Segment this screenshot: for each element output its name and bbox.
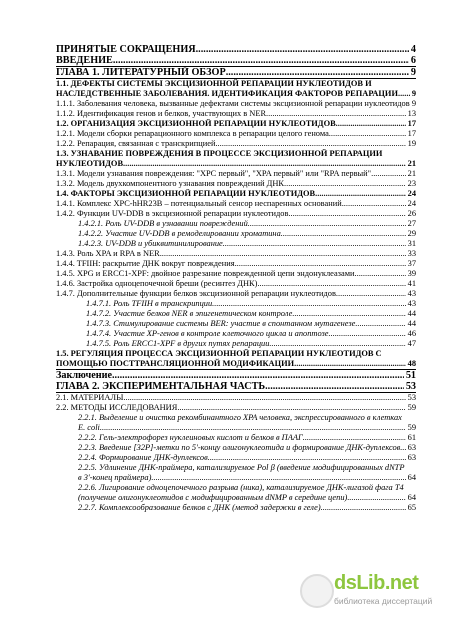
toc-entry-page: 31 bbox=[407, 239, 416, 248]
toc-entry-page: 17 bbox=[407, 129, 416, 138]
toc-entry-title: 1.4.6. Застройка одноцепочечной бреши (ресинтез ДНК) ..... bbox=[56, 279, 406, 289]
toc-entry-page: 53 bbox=[405, 381, 416, 392]
toc-entry-page: 9 bbox=[411, 99, 416, 108]
toc-entry-title: 1.1. ДЕФЕКТЫ СИСТЕМЫ ЭКСЦИЗИОННОЙ РЕПАРАЦИИ НУКЛЕОТИДОВ И НАСЛЕДСТВЕННЫЕ ЗАБОЛЕВАНИЯ. ИДЕНТИФИКАЦИЯ ФАКТОРОВ РЕПАРАЦИИ. ..... bbox=[56, 79, 410, 99]
toc-entry-title: 2.2.6. Лигирование одноцепочечного разрыва (ника), катализируемое ДНК-лигазой фага T4 (получение олигонуклеотидов с модифицированным dNMP в середине цепи) ..... bbox=[56, 483, 406, 503]
toc-entry-title: 1.4.2. Функции UV-DDB в эксцизионной репарации нуклеотидов ..... bbox=[56, 209, 406, 219]
toc-entry-title: 1.4.7.5. Роль ERCC1-XPF в других путях репарации ..... bbox=[56, 339, 406, 349]
toc-entry-page: 6 bbox=[410, 55, 416, 66]
toc-entry bbox=[56, 109, 416, 119]
toc-entry-title: ГЛАВА 1. ЛИТЕРАТУРНЫЙ ОБЗОР ..... bbox=[56, 67, 409, 78]
watermark-subtitle: библиотека диссертаций bbox=[334, 596, 433, 606]
toc-entry-page: 24 bbox=[407, 189, 416, 198]
toc-entry-title: 1.4.4. TFIIH: раскрытие ДНК вокруг повреждения ..... bbox=[56, 259, 406, 269]
toc-entry-page: 53 bbox=[407, 393, 416, 402]
toc-entry-title: ПРИНЯТЫЕ СОКРАЩЕНИЯ ..... bbox=[56, 44, 409, 55]
toc-entry-page: 44 bbox=[407, 309, 416, 318]
toc-entry-title: 1.4.2.3. UV-DDB и убиквитинилирование ..... bbox=[56, 239, 406, 249]
toc-entry-title: 1.4.7.4. Участие XP-генов в контроле клеточного цикла и апоптозе ..... bbox=[56, 329, 406, 339]
toc-entry-title: 1.4.5. XPG и ERCC1-XPF: двойное разрезание поврежденной цепи эндонуклеазами ..... bbox=[56, 269, 406, 279]
toc-entry bbox=[56, 119, 416, 129]
toc-entry-page: 44 bbox=[407, 319, 416, 328]
toc-entry-page: 48 bbox=[407, 359, 416, 368]
toc-entry bbox=[56, 129, 416, 139]
toc-entry-page: 27 bbox=[407, 219, 416, 228]
toc-entry-page: 59 bbox=[407, 403, 416, 412]
toc-entry-page: 37 bbox=[407, 259, 416, 268]
toc-entry-page: 63 bbox=[407, 453, 416, 462]
toc-entry bbox=[56, 169, 416, 179]
toc-entry bbox=[56, 219, 416, 229]
toc-entry bbox=[56, 67, 416, 79]
toc-entry-title: 2.2.3. Введение [32P]-метки по 5'-концу олигонуклеотида и формирование ДНК-дуплексов ..... bbox=[56, 443, 406, 453]
toc-entry bbox=[56, 503, 416, 513]
watermark-logo bbox=[300, 572, 440, 612]
toc-entry bbox=[56, 44, 416, 55]
toc-entry-page: 61 bbox=[407, 433, 416, 442]
toc-entry-page: 9 bbox=[411, 89, 416, 98]
toc-entry-page: 4 bbox=[410, 44, 416, 55]
toc-entry bbox=[56, 483, 416, 503]
toc-entry-title: 1.4.7.2. Участие белков NER в эпигенетическом контроле ..... bbox=[56, 309, 406, 319]
toc-entry bbox=[56, 269, 416, 279]
toc-entry-title: 2.2. МЕТОДЫ ИССЛЕДОВАНИЯ ..... bbox=[56, 403, 406, 413]
toc-entry-page: 46 bbox=[407, 329, 416, 338]
toc-entry-title: 1.3.1. Модели узнавания повреждения: "XPC первый", "XPA первый" или "RPA первый" ..... bbox=[56, 169, 406, 179]
toc-entry-title: 1.4. ФАКТОРЫ ЭКСЦИЗИОННОЙ РЕПАРАЦИИ НУКЛЕОТИДОВ ..... bbox=[56, 189, 406, 199]
toc-entry-page: 43 bbox=[407, 299, 416, 308]
toc-entry-title: 2.2.5. Удлинение ДНК-праймера, катализируемое Pol β (введение модифицированных dNTP в 3'-конец праймера) ..... bbox=[56, 463, 406, 483]
toc-entry-page: 41 bbox=[407, 279, 416, 288]
toc-entry bbox=[56, 299, 416, 309]
toc-entry bbox=[56, 339, 416, 349]
toc-entry bbox=[56, 229, 416, 239]
toc-entry-title: 1.3.2. Модель двухкомпонентного узнавания повреждений ДНК ..... bbox=[56, 179, 406, 189]
toc-entry-page: 23 bbox=[407, 179, 416, 188]
toc-entry bbox=[56, 319, 416, 329]
toc-entry-page: 47 bbox=[407, 339, 416, 348]
toc-entry-page: 9 bbox=[410, 67, 416, 78]
table-of-contents bbox=[56, 44, 416, 513]
toc-entry-title: 1.4.7. Дополнительные функции белков эксцизионной репарации нуклеотидов ..... bbox=[56, 289, 406, 299]
toc-entry bbox=[56, 349, 416, 370]
toc-entry bbox=[56, 199, 416, 209]
toc-entry-title: 2.2.7. Комплексообразование белков с ДНК (метод задержки в геле) ..... bbox=[56, 503, 406, 513]
toc-entry-title: 1.1.1. Заболевания человека, вызванные дефектами системы эксцизионной репарации нуклеотидов ..... bbox=[56, 99, 410, 109]
toc-entry bbox=[56, 209, 416, 219]
toc-entry-title: 1.4.3. Роль XPA и RPA в NER ..... bbox=[56, 249, 406, 259]
toc-entry-title: 2.2.1. Выделение и очистка рекомбинантного XPA человека, экспрессированного в клетках E. coli ..... bbox=[56, 413, 406, 433]
toc-entry bbox=[56, 249, 416, 259]
toc-entry-page: 39 bbox=[407, 269, 416, 278]
toc-entry-title: 2.2.4. Формирование ДНК-дуплексов ..... bbox=[56, 453, 406, 463]
toc-entry-page: 29 bbox=[407, 229, 416, 238]
toc-entry bbox=[56, 403, 416, 413]
toc-entry-title: 1.4.7.3. Стимулирование системы BER: участие в спонтанном мутагенезе ..... bbox=[56, 319, 406, 329]
toc-entry-page: 26 bbox=[407, 209, 416, 218]
toc-entry bbox=[56, 239, 416, 249]
toc-entry bbox=[56, 413, 416, 433]
toc-entry bbox=[56, 433, 416, 443]
toc-entry bbox=[56, 443, 416, 453]
toc-entry-page: 24 bbox=[407, 199, 416, 208]
toc-entry-title: 1.3. УЗНАВАНИЕ ПОВРЕЖДЕНИЯ В ПРОЦЕССЕ ЭКСЦИЗИОННОЙ РЕПАРАЦИИ НУКЛЕОТИДОВ ..... bbox=[56, 149, 406, 169]
toc-entry bbox=[56, 329, 416, 339]
toc-entry-page: 64 bbox=[407, 493, 416, 502]
toc-entry bbox=[56, 453, 416, 463]
toc-entry-title: 1.1.2. Идентификация генов и белков, участвующих в NER ..... bbox=[56, 109, 406, 119]
toc-entry bbox=[56, 139, 416, 149]
toc-entry-page: 21 bbox=[407, 159, 416, 168]
toc-entry-title: 2.1. МАТЕРИАЛЫ ..... bbox=[56, 393, 406, 403]
toc-entry bbox=[56, 463, 416, 483]
toc-entry-title: 1.4.2.1. Роль UV-DDB в узнавании повреждений ..... bbox=[56, 219, 406, 229]
toc-entry bbox=[56, 289, 416, 299]
toc-entry bbox=[56, 55, 416, 67]
toc-entry-page: 63 bbox=[407, 443, 416, 452]
logo-circle-icon bbox=[300, 574, 334, 608]
toc-entry-page: 65 bbox=[407, 503, 416, 512]
toc-entry bbox=[56, 179, 416, 189]
toc-entry-page: 21 bbox=[407, 169, 416, 178]
toc-entry-title: 1.4.1. Комплекс XPC-hHR23B – потенциальный сенсор неспаренных оснований ..... bbox=[56, 199, 406, 209]
toc-entry-title: 2.2.2. Гель-электрофорез нуклеиновых кислот и белков в ПААГ ..... bbox=[56, 433, 406, 443]
toc-entry-page: 33 bbox=[407, 249, 416, 258]
toc-entry-title: 1.4.2.2. Участие UV-DDB в ремоделировании хроматина ..... bbox=[56, 229, 406, 239]
toc-entry-page: 19 bbox=[407, 139, 416, 148]
toc-entry bbox=[56, 189, 416, 199]
toc-entry bbox=[56, 259, 416, 269]
toc-entry bbox=[56, 279, 416, 289]
toc-entry bbox=[56, 99, 416, 109]
toc-entry bbox=[56, 393, 416, 403]
toc-entry-title: ГЛАВА 2. ЭКСПЕРИМЕНТАЛЬНАЯ ЧАСТЬ ..... bbox=[56, 381, 404, 392]
toc-entry-page: 13 bbox=[407, 109, 416, 118]
toc-entry bbox=[56, 381, 416, 393]
toc-entry bbox=[56, 149, 416, 169]
watermark-name: dsLib.net bbox=[334, 572, 419, 594]
toc-entry bbox=[56, 79, 416, 99]
toc-entry-title: 1.5. РЕГУЛЯЦИЯ ПРОЦЕССА ЭКСЦИЗИОННОЙ РЕПАРАЦИИ НУКЛЕОТИДОВ С ПОМОЩЬЮ ПОСТТРАНСЛЯЦИОННОЙ МОДИФИКАЦИИ ..... bbox=[56, 349, 406, 369]
toc-entry bbox=[56, 309, 416, 319]
toc-entry-title: 1.2.2. Репарация, связанная с транскрипцией ..... bbox=[56, 139, 406, 149]
toc-entry-page: 51 bbox=[405, 370, 416, 381]
toc-entry-title: 1.2. ОРГАНИЗАЦИЯ ЭКСЦИЗИОННОЙ РЕПАРАЦИИ НУКЛЕОТИДОВ ..... bbox=[56, 119, 406, 129]
toc-entry-page: 17 bbox=[407, 119, 416, 128]
toc-entry-title: ВВЕДЕНИЕ ..... bbox=[56, 55, 409, 66]
toc-entry-page: 43 bbox=[407, 289, 416, 298]
toc-entry bbox=[56, 370, 416, 381]
toc-entry-title: 1.4.7.1. Роль TFIIH в транскрипции ..... bbox=[56, 299, 406, 309]
toc-entry-title: Заключение ..... bbox=[56, 370, 404, 381]
toc-entry-page: 59 bbox=[407, 423, 416, 432]
toc-entry-title: 1.2.1. Модели сборки репарационного комплекса в репарации целого генома ..... bbox=[56, 129, 406, 139]
toc-entry-page: 64 bbox=[407, 473, 416, 482]
